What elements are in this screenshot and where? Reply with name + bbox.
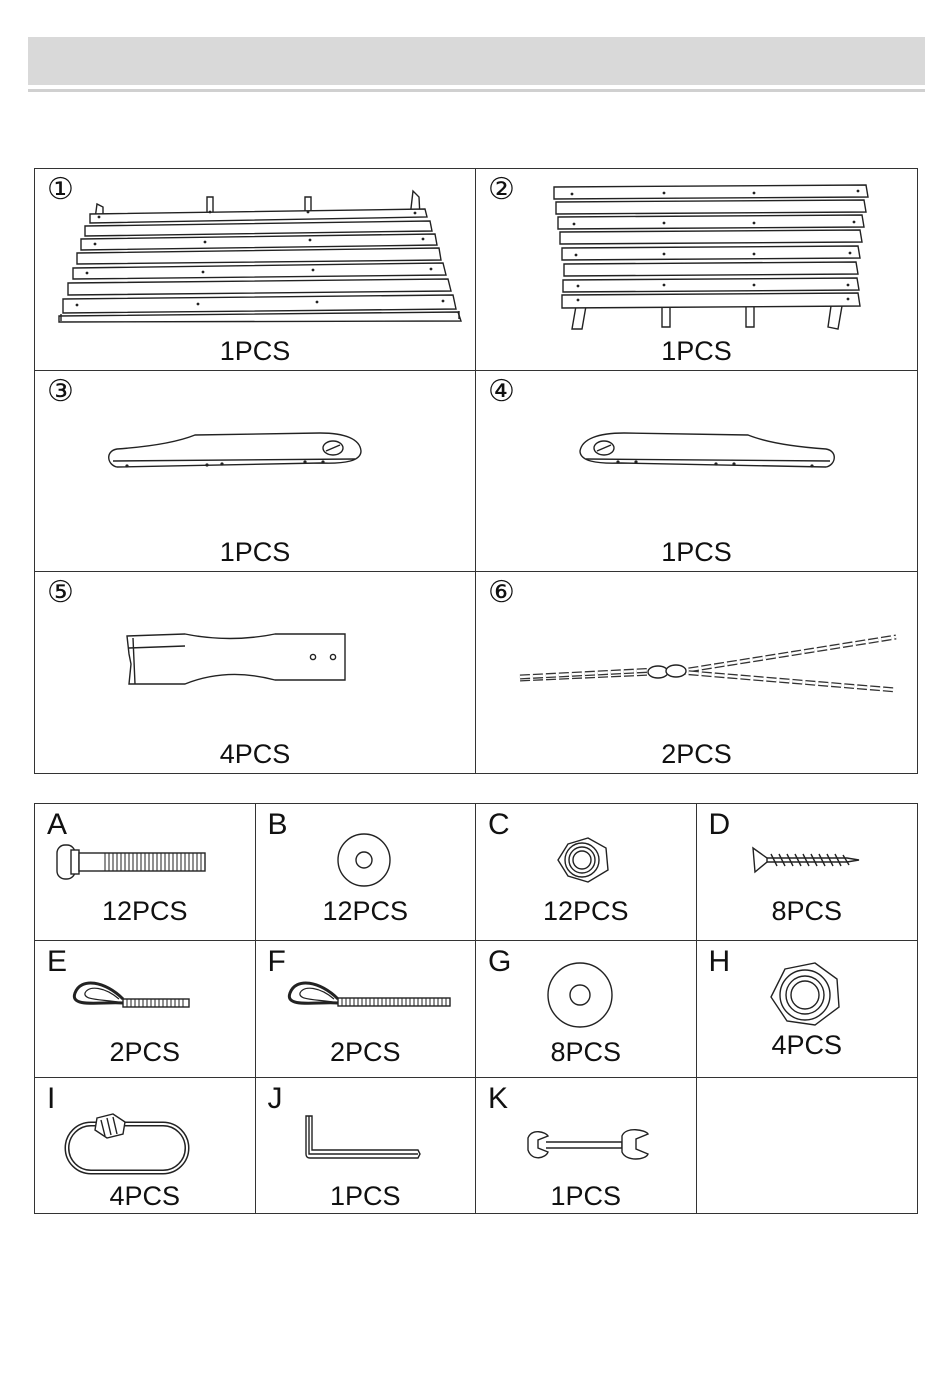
hardware-cell-c (476, 804, 697, 941)
hardware-letter: D (708, 808, 731, 841)
hardware-letter: F (267, 945, 286, 978)
part-cell-left-arm (476, 371, 917, 572)
part-quantity: 1PCS (661, 336, 732, 366)
hardware-quantity: 8PCS (771, 896, 843, 926)
part-number: ③ (47, 374, 74, 409)
hardware-letter: K (488, 1082, 509, 1115)
hardware-cell-empty (697, 1078, 918, 1213)
part-number: ② (488, 172, 515, 207)
hardware-cell-g (476, 941, 697, 1078)
hardware-quantity: 8PCS (550, 1037, 622, 1067)
part-quantity: 1PCS (661, 537, 732, 567)
parts-list (34, 168, 918, 774)
hardware-list (34, 803, 918, 1214)
hardware-cell-j (256, 1078, 477, 1213)
hardware-quantity: 4PCS (109, 1181, 181, 1211)
hardware-quantity: 2PCS (329, 1037, 401, 1067)
part-cell-chain (476, 572, 917, 773)
hardware-quantity: 4PCS (771, 1030, 843, 1060)
header-divider (28, 89, 925, 92)
hardware-quantity: 2PCS (109, 1037, 181, 1067)
part-number: ⑥ (488, 575, 515, 610)
hardware-cell-b (256, 804, 477, 941)
hardware-cell-h (697, 941, 918, 1078)
hardware-cell-f (256, 941, 477, 1078)
hardware-letter: E (47, 945, 68, 978)
part-cell-support (35, 572, 476, 773)
hardware-letter: B (267, 808, 288, 841)
part-number: ④ (488, 374, 515, 409)
part-number: ⑤ (47, 575, 74, 610)
part-cell-right-arm (35, 371, 476, 572)
hardware-cell-k (476, 1078, 697, 1213)
hardware-letter: G (488, 945, 512, 978)
hardware-letter: J (267, 1082, 283, 1115)
part-cell-seat (35, 169, 476, 371)
part-quantity: 1PCS (219, 537, 291, 567)
hardware-letter: C (488, 808, 510, 841)
hardware-cell-a (35, 804, 256, 941)
hardware-letter: I (47, 1082, 56, 1115)
part-quantity: 2PCS (661, 739, 732, 769)
hardware-quantity: 1PCS (550, 1181, 622, 1211)
part-quantity: 1PCS (219, 336, 291, 366)
hardware-quantity: 1PCS (329, 1181, 401, 1211)
hardware-cell-d (697, 804, 918, 941)
hardware-letter: A (47, 808, 68, 841)
hardware-quantity: 12PCS (322, 896, 409, 926)
header-bar (28, 37, 925, 85)
part-number: ① (47, 172, 74, 207)
hardware-cell-e (35, 941, 256, 1078)
hardware-cell-i (35, 1078, 256, 1213)
part-cell-backrest (476, 169, 917, 371)
hardware-letter: H (708, 945, 731, 978)
hardware-quantity: 12PCS (542, 896, 629, 926)
hardware-quantity: 12PCS (101, 896, 188, 926)
part-quantity: 4PCS (219, 739, 291, 769)
